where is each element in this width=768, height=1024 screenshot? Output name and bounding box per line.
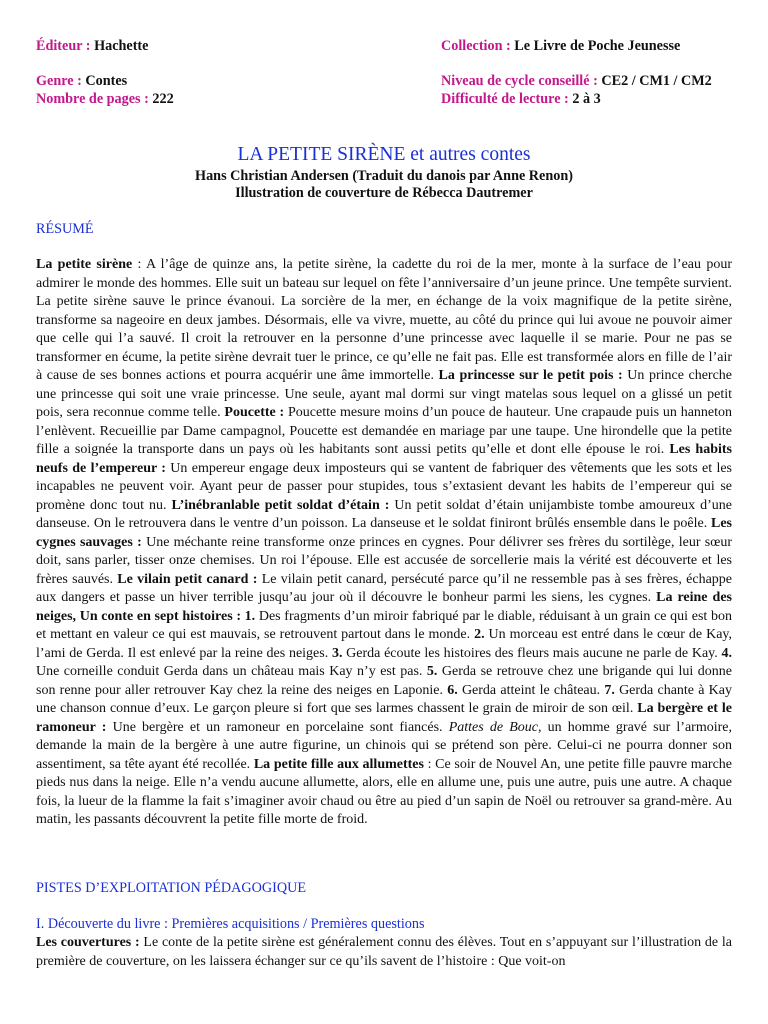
chapter-number: 6. bbox=[447, 682, 458, 698]
pistes-heading: PISTES D’EXPLOITATION PÉDAGOGIQUE bbox=[36, 880, 306, 896]
story-title-soldat-etain: L’inébranlable petit soldat d’étain : bbox=[171, 497, 390, 513]
genre-value: Contes bbox=[85, 73, 128, 89]
story-title-reine-des-neiges: La reine des neiges, Un conte en sept histoires : 1. bbox=[36, 590, 732, 624]
editeur-field bbox=[36, 38, 148, 55]
difficulte-value: 2 à 3 bbox=[572, 91, 601, 107]
story-title-bergere-ramoneur: La bergère et le ramoneur : bbox=[36, 701, 733, 735]
collection-value: Le Livre de Poche Jeunesse bbox=[514, 38, 681, 54]
story-title-poucette: Poucette : bbox=[224, 405, 285, 420]
section-title: I. Découverte du livre : Premières acquisitions / Premières questions bbox=[36, 916, 425, 932]
story-title-habits-neufs: Les habits neufs de l’empereur : bbox=[36, 442, 732, 476]
collection-field bbox=[441, 38, 680, 55]
summary-text: Un prince cherche une princesse qui soit une vraie princesse. Une seule, ayant mal dormi sur vingt matelas sous lequel on a glissé un petit pois, sera reconnue comme telle. bbox=[36, 368, 733, 420]
summary-text: Poucette mesure moins d’un pouce de hauteur. Une crapaude puis un hanneton l’enlèvent. Recueillie par Dame campagnol, Poucette est demandée en mariage par une taupe. Une hirondelle que la petite fille a soignée la transporte dans un pays où les habitants sont aussi petits qu’elle et dont elle épouse le roi. bbox=[36, 405, 733, 457]
difficulte-label: Difficulté de lecture : bbox=[441, 91, 569, 107]
pistes-paragraph bbox=[36, 934, 732, 971]
story-title-princesse-petit-pois: La princesse sur le petit pois : bbox=[438, 368, 623, 383]
summary-text: , un homme gravé sur l’armoire, demande la main de la bergère à une autre figurine, un chinois qui se prétend son père. Celui-ci ne pourra donner son assentiment, sa tête ayant été recollée. bbox=[36, 719, 732, 772]
difficulte-field bbox=[441, 91, 601, 108]
illustration-line: Illustration de couverture de Rébecca Dautremer bbox=[235, 185, 533, 201]
chapter-number: 7. bbox=[604, 682, 615, 698]
summary-text: Le vilain petit canard, persécuté parce qu’il ne ressemble pas à ses frères, échappe aux dangers et passe un hiver terrible jusqu’au jour où il découvre le bonheur parmi les siens, les cygnes. bbox=[36, 571, 732, 605]
summary-text: Un empereur engage deux imposteurs qui se vantent de fabriquer des vêtements que les sots et les incapables ne peuvent voir. Ayant peur de passer pour stupides, tous s’extasient devant les habits de l’empereur qui se promène donc tout nu. bbox=[36, 460, 732, 513]
body-text: Le conte de la petite sirène est généralement connu des élèves. Tout en s’appuyant sur l’illustration de la première de couverture, on les laissera échanger sur ce qu’ils savent de l’histoire : Que voit-on bbox=[36, 935, 732, 969]
pages-value: 222 bbox=[152, 91, 174, 107]
story-title-petite-sirene: La petite sirène bbox=[36, 257, 133, 272]
summary-text: Un petit soldat d’étain unijambiste tombe amoureux d’une danseuse. On le retrouvera dans le ventre d’un poisson. La danseuse et le soldat finiront brûlés ensemble dans le poêle. bbox=[36, 497, 732, 531]
genre-label: Genre : bbox=[36, 73, 82, 89]
summary-text: Des fragments d’un miroir fabriqué par le diable, réduisant à un grain ce qui est bon et mettant en valeur ce qui est mauvais, se retrouvent partout dans le monde. bbox=[36, 608, 732, 642]
chapter-number: 3. bbox=[331, 645, 343, 661]
summary-text: Gerda se retrouve chez une brigande qui lui donne son renne pour aller retrouver Kay chez la reine des neiges en Laponie. bbox=[36, 664, 732, 698]
summary-text: : A l’âge de quinze ans, la petite sirène, la cadette du roi de la mer, monte à la surface de l’eau pour admirer le monde des hommes. Elle suit un bateau sur lequel on fête l’anniversaire d’un jeune prince. Une tempête survient. La petite sirène sauve le prince évanoui. La sorcière de la mer, en échange de la voix magnifique de la petite sirène, transforme sa nageoire en deux jambes. Désormais, elle va vivre, muette, au côté du prince qui lui avoue ne pouvoir aimer que celle qui l’a sauvé. Il croit la retrouver en la personne d’une princesse avec laquelle il se marie. Pour ne pas se transformer en écume, la petite sirène devrait tuer le prince, ce qu’elle ne fait pas. Elle est transformée alors en fille de l’air à cause de ses bonnes actions et pourra acquérir une âme immortelle. bbox=[36, 257, 732, 383]
story-title-cygnes-sauvages: Les cygnes sauvages : bbox=[36, 516, 732, 550]
story-title-petite-fille-allumettes: La petite fille aux allumettes bbox=[253, 756, 424, 772]
resume-paragraph bbox=[36, 256, 732, 830]
summary-text: Une corneille conduit Gerda dans un château mais Kay n’y est pas. bbox=[36, 664, 427, 679]
story-title-vilain-petit-canard: Le vilain petit canard : bbox=[117, 571, 258, 587]
character-name-pattes-de-bouc: Pattes de Bouc bbox=[448, 719, 538, 735]
summary-text: Gerda atteint le château. bbox=[457, 682, 605, 698]
editeur-value: Hachette bbox=[94, 38, 149, 54]
editeur-label: Éditeur : bbox=[36, 38, 91, 54]
niveau-value: CE2 / CM1 / CM2 bbox=[601, 73, 712, 89]
pages-label: Nombre de pages : bbox=[36, 91, 149, 107]
summary-text: Une bergère et un ramoneur en porcelaine sont fiancés. bbox=[106, 719, 449, 735]
pages-field bbox=[36, 91, 174, 108]
niveau-field bbox=[441, 73, 712, 90]
summary-text: : Ce soir de Nouvel An, une petite fille pauvre marche pieds nus dans la neige. Elle n’a vendu aucune allumette, alors, elle en allume une, puis une autre, puis une autre. A chaque fois, la lueur de la flamme la fait s’imaginer avoir chaud ou être au pied d’un sapin de Noël ou retrouver sa grand-mère. Au matin, les passants découvrent la petite fille morte de froid. bbox=[36, 756, 732, 827]
summary-text: Gerda écoute les histoires des fleurs mais aucune ne parle de Kay. bbox=[342, 645, 722, 661]
niveau-label: Niveau de cycle conseillé : bbox=[441, 73, 598, 89]
resume-heading: RÉSUMÉ bbox=[36, 221, 94, 237]
summary-text: Une méchante reine transforme onze princes en cygnes. Pour délivrer ses frères du sortilège, leur sœur doit, sans parler, tisser onze chemises. Un roi l’épouse. Elle est accusée de sorcellerie mais la vérité est découverte et les frères sauvés. bbox=[36, 534, 732, 587]
author-line: Hans Christian Andersen (Traduit du danois par Anne Renon) bbox=[195, 168, 573, 184]
summary-text: Gerda chante à Kay une chanson connue d’eux. Le garçon pleure si fort que ses larmes chassent le grain de miroir de son œil. bbox=[36, 682, 732, 716]
chapter-number: 2. bbox=[474, 627, 485, 642]
collection-label: Collection : bbox=[441, 38, 511, 54]
summary-text: Un morceau est entré dans le cœur de Kay, l’ami de Gerda. Il est enlevé par la reine des neiges. bbox=[36, 627, 733, 661]
chapter-number: 4. bbox=[721, 645, 732, 661]
chapter-number: 5. bbox=[426, 664, 438, 679]
subsection-label-couvertures: Les couvertures : bbox=[36, 935, 140, 950]
genre-field bbox=[36, 73, 127, 90]
book-title: LA PETITE SIRÈNE et autres contes bbox=[237, 144, 531, 165]
